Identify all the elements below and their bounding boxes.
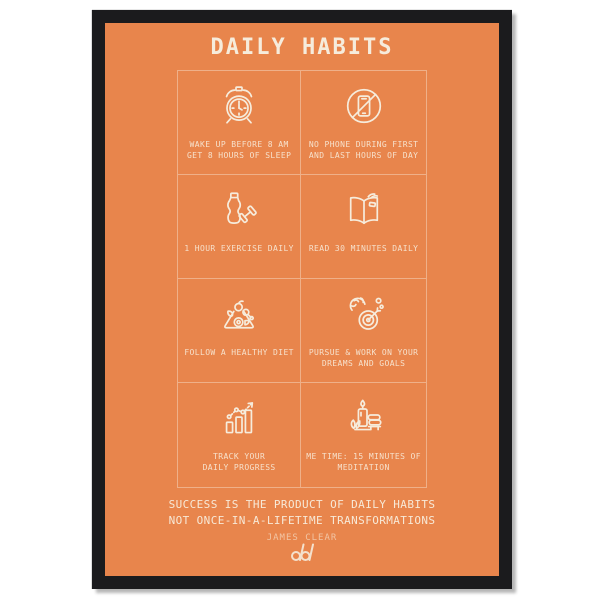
habit-cell-read xyxy=(301,175,426,279)
dreams-goals-icon xyxy=(340,288,388,340)
habits-grid xyxy=(177,70,427,488)
habit-cell-wake-up xyxy=(178,71,301,175)
quote-line-2: NOT ONCE-IN-A-LIFETIME TRANSFORMATIONS xyxy=(168,514,436,527)
exercise-icon xyxy=(215,184,263,236)
habit-caption: 1 HOUR EXERCISE DAILY xyxy=(184,244,294,253)
daily-habits-poster xyxy=(105,23,499,576)
habit-caption: FOLLOW A HEALTHY DIET xyxy=(184,348,294,357)
open-book-icon xyxy=(340,184,388,236)
habit-caption: NO PHONE DURING FIRST AND LAST HOURS OF DAY xyxy=(308,140,419,160)
no-phone-icon xyxy=(340,80,388,132)
progress-chart-icon xyxy=(215,392,263,444)
habit-cell-goals xyxy=(301,279,426,383)
habit-caption: WAKE UP BEFORE 8 AM GET 8 HOURS OF SLEEP xyxy=(186,140,292,160)
habit-caption: PURSUE & WORK ON YOUR DREAMS AND GOALS xyxy=(308,348,419,368)
dp-monogram-icon xyxy=(290,543,314,567)
habit-caption: READ 30 MINUTES DAILY xyxy=(308,244,419,253)
meditation-icon xyxy=(340,392,388,444)
habit-caption: TRACK YOUR DAILY PROGRESS xyxy=(202,452,276,472)
habit-cell-diet xyxy=(178,279,301,383)
quote-line-1: SUCCESS IS THE PRODUCT OF DAILY HABITS xyxy=(168,498,436,511)
habit-cell-meditation xyxy=(301,383,426,487)
healthy-diet-icon xyxy=(215,288,263,340)
alarm-clock-icon xyxy=(215,80,263,132)
poster-frame xyxy=(92,10,512,589)
poster-title: DAILY HABITS xyxy=(210,35,394,60)
habit-cell-progress xyxy=(178,383,301,487)
habit-caption: ME TIME: 15 MINUTES OF MEDITATION xyxy=(306,452,421,472)
quote-attribution: JAMES CLEAR xyxy=(266,533,338,543)
habit-cell-exercise xyxy=(178,175,301,279)
quote xyxy=(169,497,436,529)
habit-cell-no-phone xyxy=(301,71,426,175)
